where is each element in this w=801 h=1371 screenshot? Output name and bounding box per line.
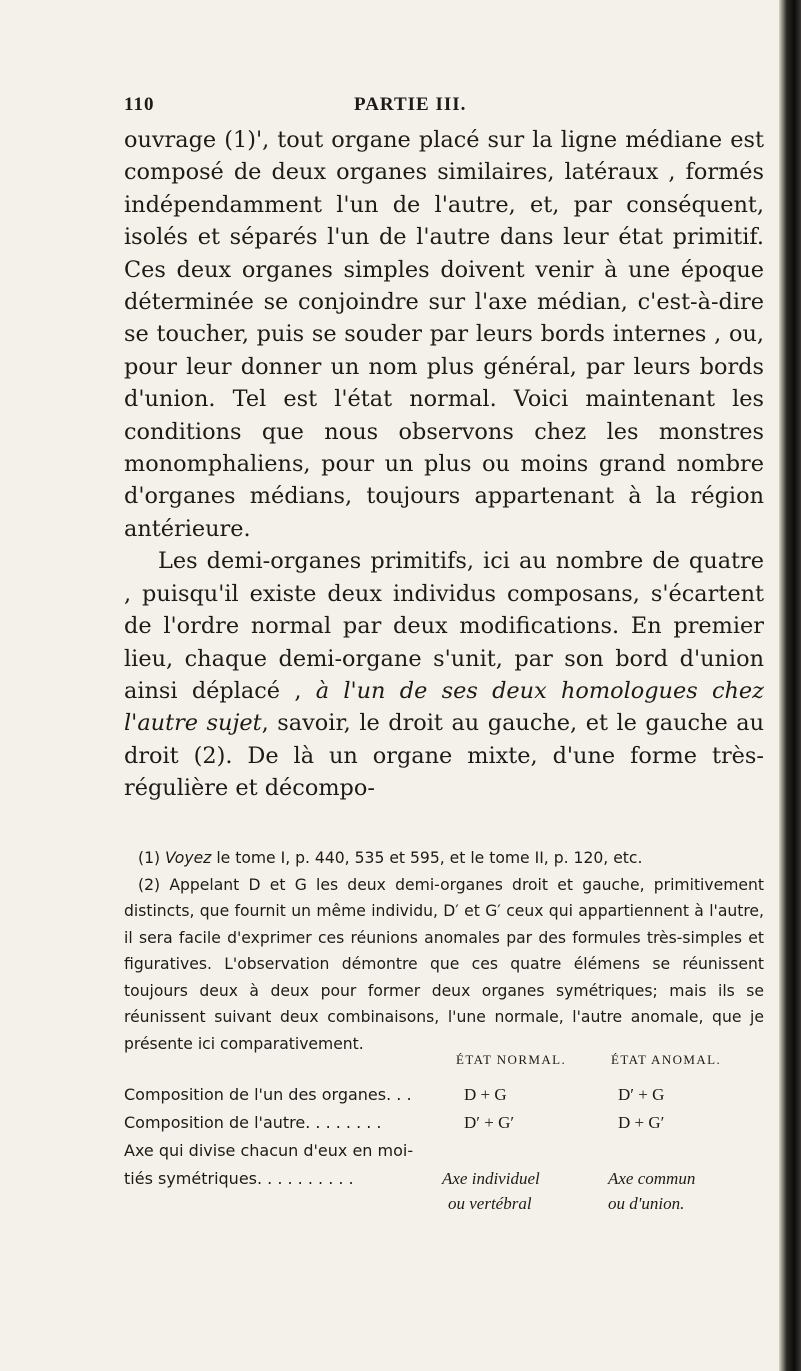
row-anomal: D′ + G — [618, 1085, 665, 1104]
footnote-1-label: (1) — [138, 849, 166, 867]
paragraph-1: ouvrage (1)', tout organe placé sur la ligne médiane est composé de deux organes similaires, latéraux , formés indépendamment l'un de l'autre, et, par conséquent, isolés et séparés l'un de l'autre dans leur état primitif. Ces deux organes simples doivent venir à une époque déterminée se conjoindre sur l'axe médian, c'est-à-dire se toucher, puis se souder par leurs bords internes , ou, pour leur donner un nom plus général, par leurs bords d'union. Tel est l'état normal. Voici maintenant les conditions que nous observons chez les monstres monomphaliens, pour un plus ou moins grand nombre d'organes médians, toujours appartenant à la région antérieure. — [124, 127, 764, 542]
footnotes — [124, 845, 764, 1057]
row-anomal: D + G′ — [618, 1113, 665, 1132]
page-number: 110 — [124, 94, 155, 115]
row-normal-line-1: Axe individuel — [442, 1169, 540, 1188]
row-label-line-2: tiés symétriques. . . . . . . . . . — [124, 1169, 354, 1188]
row-label-line-1: Axe qui divise chacun d'eux en moi- — [124, 1141, 414, 1160]
footnote-2: (2) Appelant D et G les deux demi-organes droit et gauche, primitivement distincts, que fournit un même individu, D′ et G′ ceux qui appartiennent à l'autre, il sera facile d'exprimer ces réunions anomales par des formules très-simples et figuratives. L'observation démontre que ces quatre élémens se réunissent toujours deux à deux pour former deux organes symétriques; mais ils se réunissent suivant deux combinaisons, l'une normale, l'autre anomale, que je présente ici comparativement. — [124, 875, 764, 1053]
row-label: Composition de l'autre. . . . . . . . — [124, 1113, 382, 1132]
footnote-1-text: le tome I, p. 440, 535 et 595, et le tome II, p. 120, etc. — [211, 849, 643, 867]
page-edge-shadow — [779, 0, 801, 1371]
paragraph-2-end: , savoir, le droit au gauche, et le gauche au droit (2). De là un organe mixte, d'une forme très-régulière et décompo- — [124, 710, 764, 802]
header-etat-normal: ÉTAT NORMAL. — [456, 1052, 567, 1067]
part-title: PARTIE III. — [354, 94, 467, 115]
header-etat-anomal: ÉTAT ANOMAL. — [611, 1052, 722, 1067]
row-label: Composition de l'un des organes. . . — [124, 1085, 412, 1104]
running-header — [124, 94, 764, 118]
row-normal: D′ + G′ — [464, 1113, 515, 1132]
row-normal: D + G — [464, 1085, 507, 1104]
footnote-1-voyez: Voyez — [165, 849, 212, 867]
paragraph-2 — [124, 545, 764, 804]
footnote-1 — [124, 845, 764, 872]
row-anomal-line-2: ou d'union. — [608, 1194, 685, 1213]
main-text — [124, 124, 764, 805]
paragraph-2-italic: à l'un de ses deux homologues chez l'autre sujet — [124, 677, 764, 737]
row-normal-line-2: ou vertébral — [448, 1194, 532, 1213]
row-anomal-line-1: Axe commun — [608, 1169, 696, 1188]
paragraph-2-start: Les demi-organes primitifs, ici au nombre de quatre , puisqu'il existe deux individus composans, s'écartent de l'ordre normal par deux modifications. En premier lieu, chaque demi-organe s'unit, par son bord d'union ainsi déplacé , — [124, 548, 764, 704]
